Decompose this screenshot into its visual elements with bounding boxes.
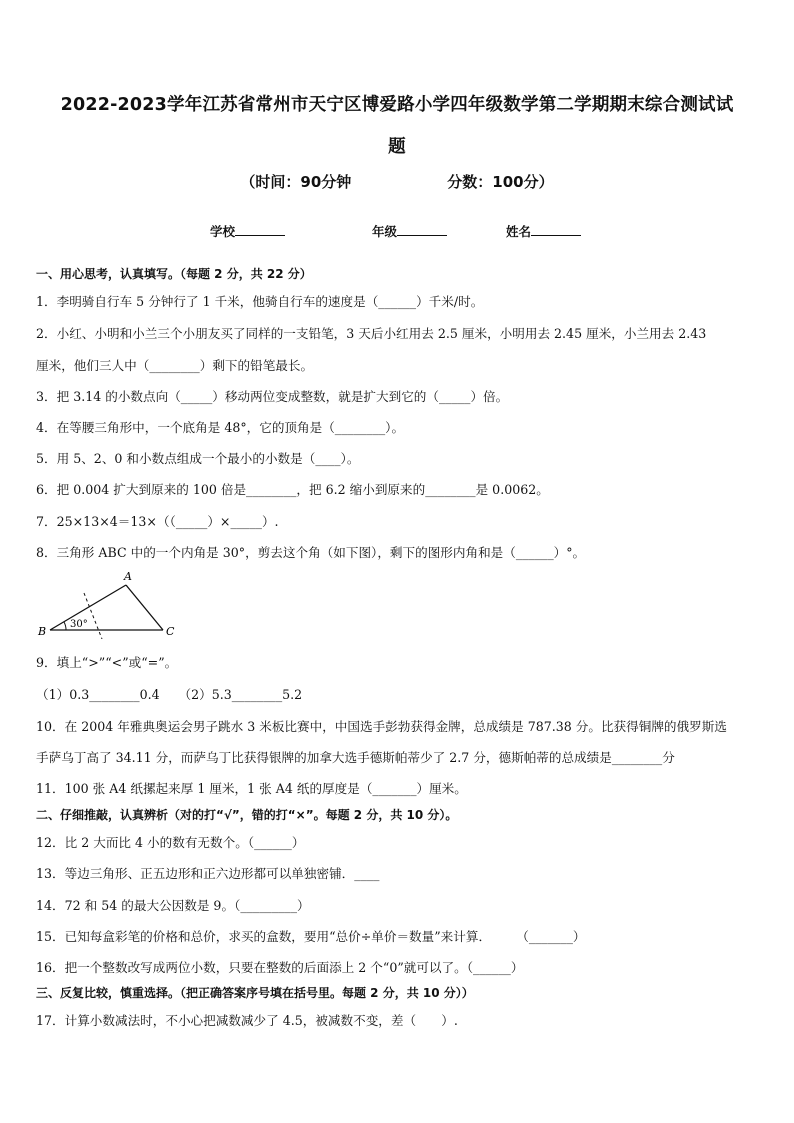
name-blank[interactable] <box>531 223 581 236</box>
side-ac <box>126 585 163 630</box>
school-blank[interactable] <box>235 223 285 236</box>
vertex-label-c: C <box>166 625 175 638</box>
grade-label: 年级 <box>372 224 398 239</box>
cut-line <box>84 593 102 639</box>
exam-info <box>0 171 794 192</box>
question-13: 13．等边三角形、正五边形和正六边形都可以单独密铺．____ <box>36 866 380 881</box>
question-4: 4．在等腰三角形中，一个底角是 48°，它的顶角是（________）。 <box>36 420 405 435</box>
grade-blank[interactable] <box>397 223 447 236</box>
exam-score: 分数：100分） <box>447 173 554 191</box>
question-16: 16．把一个整数改写成两位小数，只要在整数的后面添上 2 个“0”就可以了。（______） <box>36 960 524 975</box>
section-3-heading: 三、反复比较，慎重选择。（把正确答案序号填在括号里。每题 2 分，共 10 分）） <box>36 986 474 1000</box>
question-10-line-2: 手萨乌丁高了 34.11 分，而萨乌丁比获得银牌的加拿大选手德斯帕蒂少了 2.7 分，德斯帕蒂的总成绩是________分 <box>36 750 675 765</box>
question-11: 11．100 张 A4 纸摞起来厚 1 厘米，1 张 A4 纸的厚度是（_______）厘米。 <box>36 781 467 796</box>
question-9: 9．填上“>”“<”或“=”。 <box>36 655 178 670</box>
section-2-heading: 二、仔细推敲，认真辨析（对的打“√”，错的打“×”。每题 2 分，共 10 分）。 <box>36 808 458 822</box>
question-2-line-1: 2．小红、小明和小兰三个小朋友买了同样的一支铅笔，3 天后小红用去 2.5 厘米，小明用去 2.45 厘米，小兰用去 2.43 <box>36 326 707 341</box>
question-7: 7．25×13×4＝13×（（_____）×_____）. <box>36 514 279 529</box>
document-title <box>30 84 764 168</box>
title-line-1: 2022-2023学年江苏省常州市天宁区博爱路小学四年级数学第二学期期末综合测试试 <box>60 95 734 115</box>
question-1: 1．李明骑自行车 5 分钟行了 1 千米，他骑自行车的速度是（______）千米/时。 <box>36 294 484 309</box>
grade-field <box>372 222 447 240</box>
exam-time: （时间：90分钟 <box>240 173 352 191</box>
side-ba <box>50 585 126 630</box>
question-17: 17．计算小数减法时，不小心把减数减少了 4.5，被减数不变，差（ ）. <box>36 1013 458 1028</box>
question-9-subitems: （1）0.3________0.4 （2）5.3________5.2 <box>36 687 303 702</box>
question-2-line-2: 厘米，他们三人中（________）剩下的铅笔最长。 <box>36 358 314 373</box>
title-line-2: 题 <box>388 137 406 157</box>
vertex-label-b: B <box>38 625 47 638</box>
question-5: 5．用 5、2、0 和小数点组成一个最小的小数是（____）。 <box>36 451 360 466</box>
triangle-figure <box>36 569 186 639</box>
question-12: 12．比 2 大而比 4 小的数有无数个。（______） <box>36 835 305 850</box>
question-8: 8．三角形 ABC 中的一个内角是 30°，剪去这个角（如下图），剩下的图形内角和是（______）°。 <box>36 545 586 560</box>
question-6: 6．把 0.004 扩大到原来的 100 倍是________，把 6.2 缩小到原来的________是 0.0062。 <box>36 482 549 497</box>
question-3: 3．把 3.14 的小数点向（_____）移动两位变成整数，就是扩大到它的（_____）倍。 <box>36 389 509 404</box>
school-field <box>210 222 285 240</box>
school-label: 学校 <box>210 224 236 239</box>
angle-label: 30° <box>70 619 88 630</box>
question-10-line-1: 10．在 2004 年雅典奥运会男子跳水 3 米板比赛中，中国选手彭勃获得金牌，总成绩是 787.38 分。比获得铜牌的俄罗斯选 <box>36 719 727 734</box>
section-1-heading: 一、用心思考，认真填写。（每题 2 分，共 22 分） <box>36 267 312 281</box>
name-field <box>506 222 581 240</box>
name-label: 姓名 <box>506 224 532 239</box>
question-15: 15．已知每盒彩笔的价格和总价，求买的盒数，要用“总价÷单价＝数量”来计算． （_______） <box>36 929 586 944</box>
angle-arc <box>64 622 66 630</box>
question-14: 14．72 和 54 的最大公因数是 9。（_________） <box>36 898 310 913</box>
vertex-label-a: A <box>124 570 132 583</box>
